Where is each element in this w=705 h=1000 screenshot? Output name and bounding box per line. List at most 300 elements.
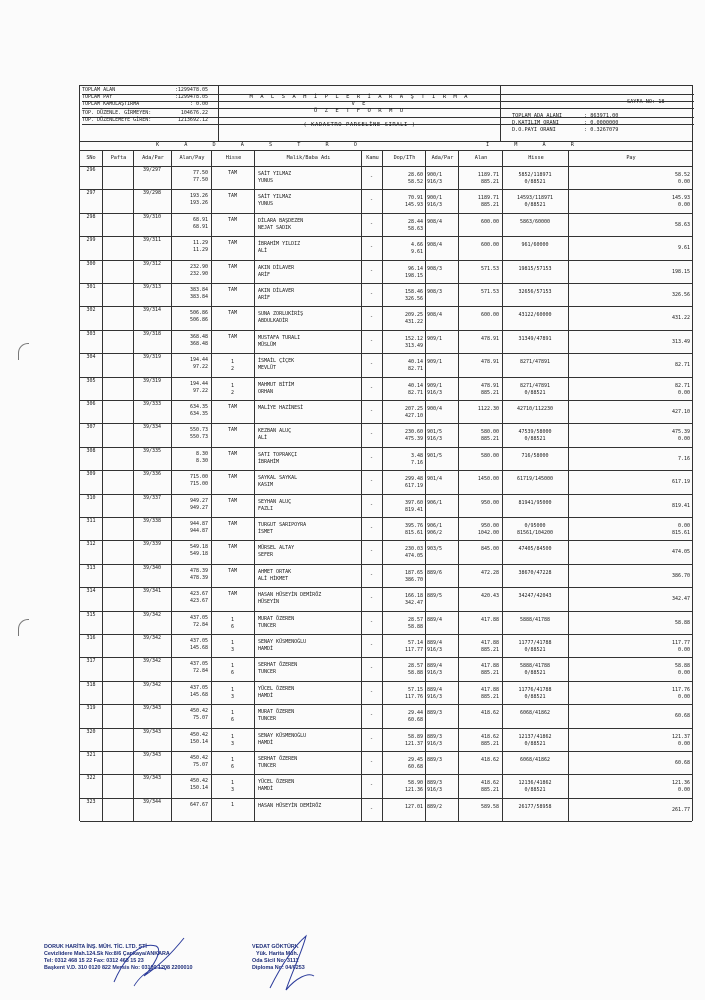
col-pay: Pay bbox=[568, 150, 693, 166]
cell-text-alanpay: 97.22 bbox=[192, 387, 208, 394]
cell-text-ialan: 600.00 bbox=[480, 312, 499, 319]
cell-text-ialan: 417.88 bbox=[480, 640, 499, 646]
cell-text-hisse: 3 bbox=[230, 740, 234, 747]
cell-malik bbox=[254, 400, 361, 423]
cell-text-dop: 28.57 bbox=[407, 616, 423, 623]
cell-text-ada: 39/313 bbox=[142, 284, 162, 290]
total-label: TOPLAM PAY bbox=[82, 94, 113, 100]
cell-text-alanpay: 450.42 bbox=[189, 708, 208, 715]
cell-text-ipay: 0.00 bbox=[677, 670, 690, 677]
cell-text-alanpay: 11.29 bbox=[192, 240, 208, 247]
cell-text-sno: 316 bbox=[86, 635, 96, 641]
cell-text-sno: 319 bbox=[86, 705, 96, 712]
cell-text-sno: 296 bbox=[86, 167, 96, 173]
cell-text-ipay: 386.70 bbox=[671, 572, 690, 579]
cell-text-ialan: 950.00 bbox=[480, 499, 499, 506]
cell-pafta bbox=[102, 189, 133, 212]
cell-text-hisse: TAM bbox=[227, 497, 238, 504]
cell-text-kamu: - bbox=[369, 665, 373, 672]
cell-text-malik: TUNCER bbox=[258, 763, 277, 769]
cell-text-hisse: TAM bbox=[227, 193, 238, 200]
total-value: :1299478.05 bbox=[174, 87, 208, 93]
cell-text-ada: 39/298 bbox=[142, 190, 162, 197]
cell-text-dop: 29.45 bbox=[407, 757, 423, 763]
cell-text-ialan: 418.62 bbox=[480, 757, 499, 763]
cell-text-ihisse: 34247/42043 bbox=[518, 593, 552, 600]
cell-text-alanpay: 150.14 bbox=[189, 738, 208, 745]
table-row bbox=[80, 470, 692, 494]
total-value: : 0.00 bbox=[189, 101, 208, 107]
cell-text-malik: SATI TOPRAKÇI bbox=[258, 451, 298, 458]
cell-text-ialan: 1042.00 bbox=[477, 530, 499, 536]
cell-text-dop: 7.16 bbox=[410, 459, 423, 466]
cell-text-ialan: 420.43 bbox=[480, 593, 499, 600]
cell-text-alanpay: 8.30 bbox=[195, 457, 208, 464]
cell-text-alanpay: 150.14 bbox=[189, 785, 208, 792]
cell-text-ialan: 580.00 bbox=[480, 452, 499, 459]
cell-text-ada: 39/334 bbox=[142, 424, 162, 431]
cell-text-iada: 889/4 bbox=[427, 686, 443, 693]
table-row bbox=[80, 353, 692, 377]
cell-text-ipay: 58.88 bbox=[674, 663, 690, 670]
cell-text-ialan: 845.00 bbox=[480, 546, 499, 553]
cell-text-iada: 889/2 bbox=[427, 803, 443, 810]
cell-pafta bbox=[102, 657, 133, 680]
cell-text-hisse: TAM bbox=[227, 310, 238, 317]
cell-text-ihisse: 5863/60000 bbox=[519, 218, 551, 225]
cell-ipay bbox=[568, 353, 692, 376]
cell-text-ialan: 600.00 bbox=[480, 218, 499, 225]
cell-pafta bbox=[102, 447, 133, 470]
cell-text-malik: KEZBAN ALUÇ bbox=[258, 428, 292, 435]
cell-text-dop: 96.14 bbox=[407, 265, 423, 272]
cell-text-kamu: - bbox=[369, 454, 373, 461]
cell-text-malik: MURAT ÖZEREN bbox=[258, 709, 295, 716]
cell-text-dop: 815.61 bbox=[404, 530, 423, 536]
cell-text-iada: 901/5 bbox=[427, 429, 443, 436]
cell-text-ihisse: 961/60000 bbox=[521, 242, 549, 249]
cell-text-ihisse: 31349/47891 bbox=[518, 335, 552, 342]
cell-text-alanpay: 232.90 bbox=[189, 263, 208, 270]
cell-text-dop: 82.71 bbox=[407, 366, 423, 373]
total-value: 1213692.12 bbox=[177, 117, 208, 123]
cell-text-iada: 916/3 bbox=[427, 647, 443, 653]
cell-text-ipay: 198.15 bbox=[671, 268, 690, 275]
cell-text-malik: İSMET bbox=[258, 529, 274, 535]
col-hisse: Hisse bbox=[211, 150, 255, 166]
cell-text-alanpay: 193.26 bbox=[189, 200, 208, 207]
cell-text-iada: 916/3 bbox=[427, 670, 443, 677]
cell-text-ialan: 1122.30 bbox=[477, 406, 499, 412]
ratio-label: D.O.PAYI ORANI bbox=[512, 127, 556, 133]
table-row bbox=[80, 634, 692, 658]
cell-text-alanpay: 550.73 bbox=[189, 427, 208, 434]
cell-text-hisse: TAM bbox=[227, 474, 238, 481]
engineer-name: VEDAT GÖKTÜRK bbox=[252, 944, 299, 950]
engineer-title: Yük. Harita Müh. bbox=[256, 951, 299, 957]
cell-text-sno: 321 bbox=[86, 752, 96, 758]
cell-text-alanpay: 715.00 bbox=[189, 481, 208, 488]
cell-text-sno: 317 bbox=[86, 658, 96, 665]
cell-text-ada: 39/340 bbox=[142, 564, 162, 571]
cell-text-ada: 39/343 bbox=[142, 752, 162, 758]
table-row bbox=[80, 236, 692, 260]
cell-text-hisse: 2 bbox=[230, 389, 234, 396]
cell-text-ada: 39/311 bbox=[142, 237, 162, 244]
cell-text-hisse: TAM bbox=[227, 333, 238, 340]
cell-text-alanpay: 368.48 bbox=[189, 340, 208, 347]
cell-text-iada: 908/3 bbox=[427, 265, 443, 272]
cell-text-hisse: 1 bbox=[230, 640, 234, 646]
cell-text-hisse: 6 bbox=[230, 623, 234, 630]
table-row bbox=[80, 517, 692, 541]
cell-text-ihisse: 12136/41862 bbox=[518, 780, 552, 787]
cell-text-alanpay: 944.87 bbox=[189, 521, 208, 527]
cell-text-ihisse: 6068/41862 bbox=[519, 710, 551, 717]
cell-text-ada: 39/342 bbox=[142, 681, 162, 688]
cell-text-alanpay: 423.67 bbox=[189, 591, 208, 598]
margin-mark bbox=[18, 619, 29, 636]
cell-text-ipay: 121.36 bbox=[671, 780, 690, 787]
cell-pafta bbox=[102, 213, 133, 236]
cell-text-ialan: 885.21 bbox=[480, 787, 499, 794]
cell-text-ialan: 472.28 bbox=[480, 569, 499, 576]
table-row bbox=[80, 189, 692, 213]
cell-text-alanpay: 634.35 bbox=[189, 411, 208, 417]
cell-text-alanpay: 68.91 bbox=[192, 216, 208, 223]
cell-text-hisse: 3 bbox=[230, 647, 234, 653]
cell-text-hisse: 6 bbox=[230, 670, 234, 677]
cell-text-dop: 166.18 bbox=[404, 593, 423, 600]
cell-text-malik: TURGUT SARIPOYRA bbox=[258, 522, 307, 528]
form-subtitle: ( KADASTRO PARSELİNE SIRALI ) bbox=[303, 122, 416, 128]
cell-text-hisse: 1 bbox=[230, 382, 234, 389]
cell-text-dop: 58.90 bbox=[407, 780, 423, 787]
cell-text-ialan: 418.62 bbox=[480, 780, 499, 787]
cell-text-kamu: - bbox=[369, 337, 373, 344]
cell-text-alanpay: 75.07 bbox=[192, 762, 208, 768]
cell-text-sno: 305 bbox=[86, 377, 96, 384]
cell-text-ihisse: 38670/47228 bbox=[518, 569, 552, 576]
table-row bbox=[80, 213, 692, 237]
cell-text-alanpay: 68.91 bbox=[192, 223, 208, 230]
cell-text-sno: 311 bbox=[86, 518, 96, 524]
cell-text-hisse: TAM bbox=[227, 240, 238, 247]
cell-text-hisse: TAM bbox=[227, 287, 238, 293]
cell-text-alanpay: 478.39 bbox=[189, 574, 208, 581]
column-header bbox=[79, 140, 693, 167]
cell-text-iada: 908/3 bbox=[427, 289, 443, 295]
company-phone: Tel: 0312 468 15 22 Fax: 0312 468 15 23 bbox=[44, 958, 144, 964]
cell-pafta bbox=[102, 470, 133, 493]
cell-text-ipay: 9.61 bbox=[677, 245, 690, 252]
cell-text-dop: 299.48 bbox=[404, 476, 423, 483]
form-header bbox=[79, 85, 693, 142]
cell-text-ialan: 885.21 bbox=[480, 436, 499, 443]
col-imar-hisse: Hisse bbox=[502, 150, 569, 166]
cell-text-ada: 39/314 bbox=[142, 307, 162, 314]
cell-text-kamu: - bbox=[369, 618, 373, 625]
cell-text-hisse: 3 bbox=[230, 693, 234, 700]
cell-text-iada: 906/1 bbox=[427, 499, 443, 506]
cell-text-dop: 9.61 bbox=[410, 249, 423, 256]
cell-text-malik: MURAT ÖZEREN bbox=[258, 615, 295, 622]
cell-text-ipay: 0.00 bbox=[677, 647, 690, 653]
cell-text-alanpay: 549.18 bbox=[189, 551, 208, 558]
cell-text-iada: 909/1 bbox=[427, 335, 443, 342]
cell-text-malik: SUNA ZORLUKİRİŞ bbox=[258, 311, 304, 318]
cell-text-iada: 916/3 bbox=[427, 787, 443, 794]
cell-text-ialan: 418.62 bbox=[480, 733, 499, 740]
table-row bbox=[80, 587, 692, 611]
cell-ipay bbox=[568, 751, 692, 774]
cell-text-iada: 908/4 bbox=[427, 218, 443, 225]
cell-text-dop: 152.12 bbox=[404, 335, 423, 342]
cell-text-ihisse: 5888/41788 bbox=[519, 663, 551, 670]
cell-text-malik: YÜCEL ÖZEREN bbox=[258, 779, 295, 786]
cell-text-ihisse: 716/58000 bbox=[521, 452, 549, 459]
total-value: :1299478.05 bbox=[174, 94, 208, 100]
cell-text-kamu: - bbox=[369, 688, 373, 695]
cell-text-alanpay: 193.26 bbox=[189, 193, 208, 200]
cell-text-ihisse: 47405/84500 bbox=[518, 546, 552, 553]
owners-table bbox=[79, 166, 693, 821]
cell-pafta bbox=[102, 283, 133, 306]
cell-text-alanpay: 647.67 bbox=[189, 801, 208, 808]
cell-text-ihisse: 26177/58958 bbox=[518, 803, 552, 810]
cell-text-dop: 326.56 bbox=[404, 296, 423, 302]
cell-pafta bbox=[102, 353, 133, 376]
table-row bbox=[80, 540, 692, 564]
cell-text-ipay: 475.39 bbox=[671, 429, 690, 436]
cell-text-ihisse: 0/88521 bbox=[524, 436, 546, 443]
cell-text-ada: 39/343 bbox=[142, 775, 162, 782]
cell-text-ipay: 117.77 bbox=[671, 640, 690, 646]
cell-text-alanpay: 194.44 bbox=[189, 380, 208, 387]
cell-pafta bbox=[102, 634, 133, 657]
cell-text-ipay: 0.00 bbox=[677, 740, 690, 747]
cell-text-hisse: 1 bbox=[230, 663, 234, 670]
table-row bbox=[80, 447, 692, 471]
cell-text-kamu: - bbox=[369, 805, 373, 812]
cell-text-ialan: 571.53 bbox=[480, 289, 499, 295]
cell-text-ada: 39/336 bbox=[142, 471, 162, 478]
cell-text-kamu: - bbox=[369, 525, 373, 531]
cell-text-kamu: - bbox=[369, 197, 373, 204]
cell-text-ihisse: 6068/41862 bbox=[519, 757, 551, 763]
cell-text-alanpay: 715.00 bbox=[189, 474, 208, 481]
cell-text-ihisse: 0/88521 bbox=[524, 179, 546, 185]
cell-text-malik: MAHMUT BİTİM bbox=[258, 381, 295, 388]
cell-text-malik: ARİF bbox=[258, 271, 271, 278]
cell-text-ipay: 342.47 bbox=[671, 596, 690, 603]
cell-text-ialan: 1450.00 bbox=[477, 476, 499, 483]
form-title-conj: V E bbox=[351, 101, 368, 107]
cell-text-iada: 900/1 bbox=[427, 195, 443, 202]
cell-text-sno: 299 bbox=[86, 237, 96, 244]
cell-text-ialan: 885.21 bbox=[480, 693, 499, 700]
cell-text-ipay: 60.68 bbox=[674, 760, 690, 766]
cell-text-alanpay: 232.90 bbox=[189, 270, 208, 277]
cell-text-malik: MÜRSEL ALTAY bbox=[258, 545, 295, 552]
cell-text-alanpay: 506.86 bbox=[189, 310, 208, 317]
cell-ipay bbox=[568, 447, 692, 470]
table-row bbox=[80, 494, 692, 518]
cell-text-ada: 39/344 bbox=[142, 798, 162, 805]
cell-text-malik: İBRAHİM YILDIZ bbox=[258, 241, 301, 248]
cell-text-dop: 28.57 bbox=[407, 663, 423, 670]
cell-text-ihisse: 14593/118971 bbox=[516, 195, 554, 202]
cell-text-sno: 313 bbox=[86, 564, 96, 571]
totals-block bbox=[80, 86, 219, 141]
cell-text-alanpay: 949.27 bbox=[189, 504, 208, 511]
col-ada-par: Ada/Par bbox=[133, 150, 172, 166]
cell-text-ihisse: 43122/60000 bbox=[518, 312, 552, 319]
cell-text-ipay: 58.63 bbox=[674, 221, 690, 228]
cell-pafta bbox=[102, 540, 133, 563]
cell-text-alanpay: 423.67 bbox=[189, 598, 208, 605]
company-name: DORUK HARİTA İNŞ. MÜH. TİC. LTD. ŞTİ bbox=[44, 944, 147, 950]
cell-text-ada: 39/343 bbox=[142, 705, 162, 712]
cell-malik bbox=[254, 260, 361, 283]
cell-text-sno: 310 bbox=[86, 494, 96, 501]
cell-text-hisse: 1 bbox=[230, 710, 234, 717]
cell-text-alanpay: 145.68 bbox=[189, 645, 208, 651]
cell-text-iada: 900/1 bbox=[427, 172, 443, 178]
cell-text-ialan: 418.62 bbox=[480, 710, 499, 717]
cell-text-malik: TUNCER bbox=[258, 622, 277, 629]
cell-text-ialan: 1189.71 bbox=[477, 172, 499, 178]
cell-text-malik: TUNCER bbox=[258, 716, 277, 723]
cell-text-alanpay: 75.07 bbox=[192, 715, 208, 722]
cell-text-iada: 889/3 bbox=[427, 757, 443, 763]
cell-text-ialan: 478.91 bbox=[480, 335, 499, 342]
cell-text-hisse: TAM bbox=[227, 427, 238, 434]
cell-text-iada: 908/4 bbox=[427, 312, 443, 319]
cell-text-dop: 70.91 bbox=[407, 195, 423, 202]
cell-ipay bbox=[568, 166, 692, 189]
cell-text-hisse: 1 bbox=[230, 686, 234, 693]
ratio-value: : 0.0000000 bbox=[584, 120, 619, 126]
cell-text-sno: 309 bbox=[86, 471, 96, 478]
cell-text-ipay: 58.88 bbox=[674, 619, 690, 626]
cell-text-dop: 40.14 bbox=[407, 359, 423, 366]
cell-text-ada: 39/310 bbox=[142, 213, 162, 220]
cell-ipay bbox=[568, 377, 692, 400]
cell-text-dop: 40.14 bbox=[407, 382, 423, 389]
cell-text-malik: TUNCER bbox=[258, 669, 277, 676]
cell-text-hisse: TAM bbox=[227, 263, 238, 270]
cell-text-kamu: - bbox=[369, 712, 373, 719]
cell-text-ihisse: 0/88521 bbox=[524, 670, 546, 677]
cell-text-ipay: 0.00 bbox=[677, 787, 690, 794]
cell-pafta bbox=[102, 377, 133, 400]
ratio-value: : 0.3267079 bbox=[584, 127, 619, 133]
cell-text-alanpay: 450.42 bbox=[189, 731, 208, 738]
cell-text-kamu: - bbox=[369, 361, 373, 368]
cell-text-malik: SERHAT ÖZEREN bbox=[258, 756, 298, 762]
cell-text-alanpay: 383.84 bbox=[189, 294, 208, 300]
cell-text-sno: 306 bbox=[86, 401, 96, 407]
cell-text-iada: 916/3 bbox=[427, 740, 443, 747]
cell-text-malik: YUNUS bbox=[258, 178, 274, 184]
cell-text-ipay: 474.05 bbox=[671, 549, 690, 556]
cell-text-malik: AKIN DİLAVER bbox=[258, 264, 295, 271]
cell-text-sno: 314 bbox=[86, 588, 96, 595]
cell-text-kamu: - bbox=[369, 501, 373, 508]
cell-pafta bbox=[102, 494, 133, 517]
cell-malik bbox=[254, 423, 361, 446]
cell-pafta bbox=[102, 330, 133, 353]
cell-text-ada: 39/342 bbox=[142, 611, 162, 618]
cell-text-ihisse: 0/88521 bbox=[524, 787, 546, 794]
cell-text-alanpay: 437.05 bbox=[189, 684, 208, 691]
cell-text-alanpay: 944.87 bbox=[189, 528, 208, 534]
table-row bbox=[80, 283, 692, 307]
cell-text-ihisse: 81941/95000 bbox=[518, 499, 552, 506]
cell-text-ihisse: 12137/41862 bbox=[518, 733, 552, 740]
cell-text-iada: 916/3 bbox=[427, 179, 443, 185]
cell-pafta bbox=[102, 611, 133, 634]
cell-text-dop: 117.76 bbox=[404, 693, 423, 700]
cell-text-ihisse: 0/88521 bbox=[524, 389, 546, 396]
table-row bbox=[80, 377, 692, 401]
cell-text-ihisse: 42710/112230 bbox=[516, 406, 554, 412]
cell-text-malik: HAMDİ bbox=[258, 646, 274, 652]
cell-text-alanpay: 437.05 bbox=[189, 661, 208, 668]
table-row bbox=[80, 774, 692, 798]
cell-text-malik: AHMET ORTAK bbox=[258, 568, 292, 575]
cell-pafta bbox=[102, 681, 133, 704]
cell-text-dop: 386.70 bbox=[404, 576, 423, 583]
cell-text-ipay: 58.52 bbox=[674, 172, 690, 178]
cell-text-dop: 230.60 bbox=[404, 429, 423, 436]
cell-text-iada: 889/5 bbox=[427, 593, 443, 600]
cell-text-iada: 903/5 bbox=[427, 546, 443, 553]
cell-text-alanpay: 450.42 bbox=[189, 778, 208, 785]
cell-text-ada: 39/343 bbox=[142, 728, 162, 735]
cell-text-ipay: 0.00 bbox=[677, 693, 690, 700]
cell-text-malik: SAİT YILMAZ bbox=[258, 194, 292, 201]
cell-pafta bbox=[102, 564, 133, 587]
cell-text-ialan: 885.21 bbox=[480, 202, 499, 209]
cell-text-hisse: TAM bbox=[227, 521, 238, 527]
cell-text-dop: 145.93 bbox=[404, 202, 423, 209]
cell-text-iada: 908/4 bbox=[427, 242, 443, 249]
cell-text-ada: 39/339 bbox=[142, 541, 162, 548]
cell-text-hisse: TAM bbox=[227, 450, 238, 457]
cell-text-dop: 60.68 bbox=[407, 717, 423, 724]
cell-text-malik: HASAN HÜSEYİN DEMİRÖZ bbox=[258, 592, 322, 599]
cell-text-ihisse: 0/88521 bbox=[524, 202, 546, 209]
cell-text-dop: 313.49 bbox=[404, 342, 423, 349]
ratio-label: TOPLAM ADA ALANI bbox=[512, 113, 562, 119]
cell-text-ada: 39/333 bbox=[142, 401, 162, 407]
cell-text-ihisse: 0/88521 bbox=[524, 647, 546, 653]
margin-mark bbox=[18, 343, 29, 360]
cell-text-malik: MUSTAFA TURALI bbox=[258, 334, 301, 341]
cell-text-ipay: 427.10 bbox=[671, 409, 690, 415]
cell-pafta bbox=[102, 774, 133, 797]
cell-text-kamu: - bbox=[369, 595, 373, 602]
cell-text-dop: 397.60 bbox=[404, 499, 423, 506]
cell-text-ada: 39/341 bbox=[142, 588, 162, 595]
cell-text-hisse: TAM bbox=[227, 170, 238, 176]
cell-text-ialan: 478.91 bbox=[480, 359, 499, 366]
cell-text-dop: 342.47 bbox=[404, 600, 423, 607]
cell-text-ihisse: 61719/145000 bbox=[516, 476, 554, 483]
kadastro-section-label: K A D A S T R O bbox=[156, 142, 368, 148]
